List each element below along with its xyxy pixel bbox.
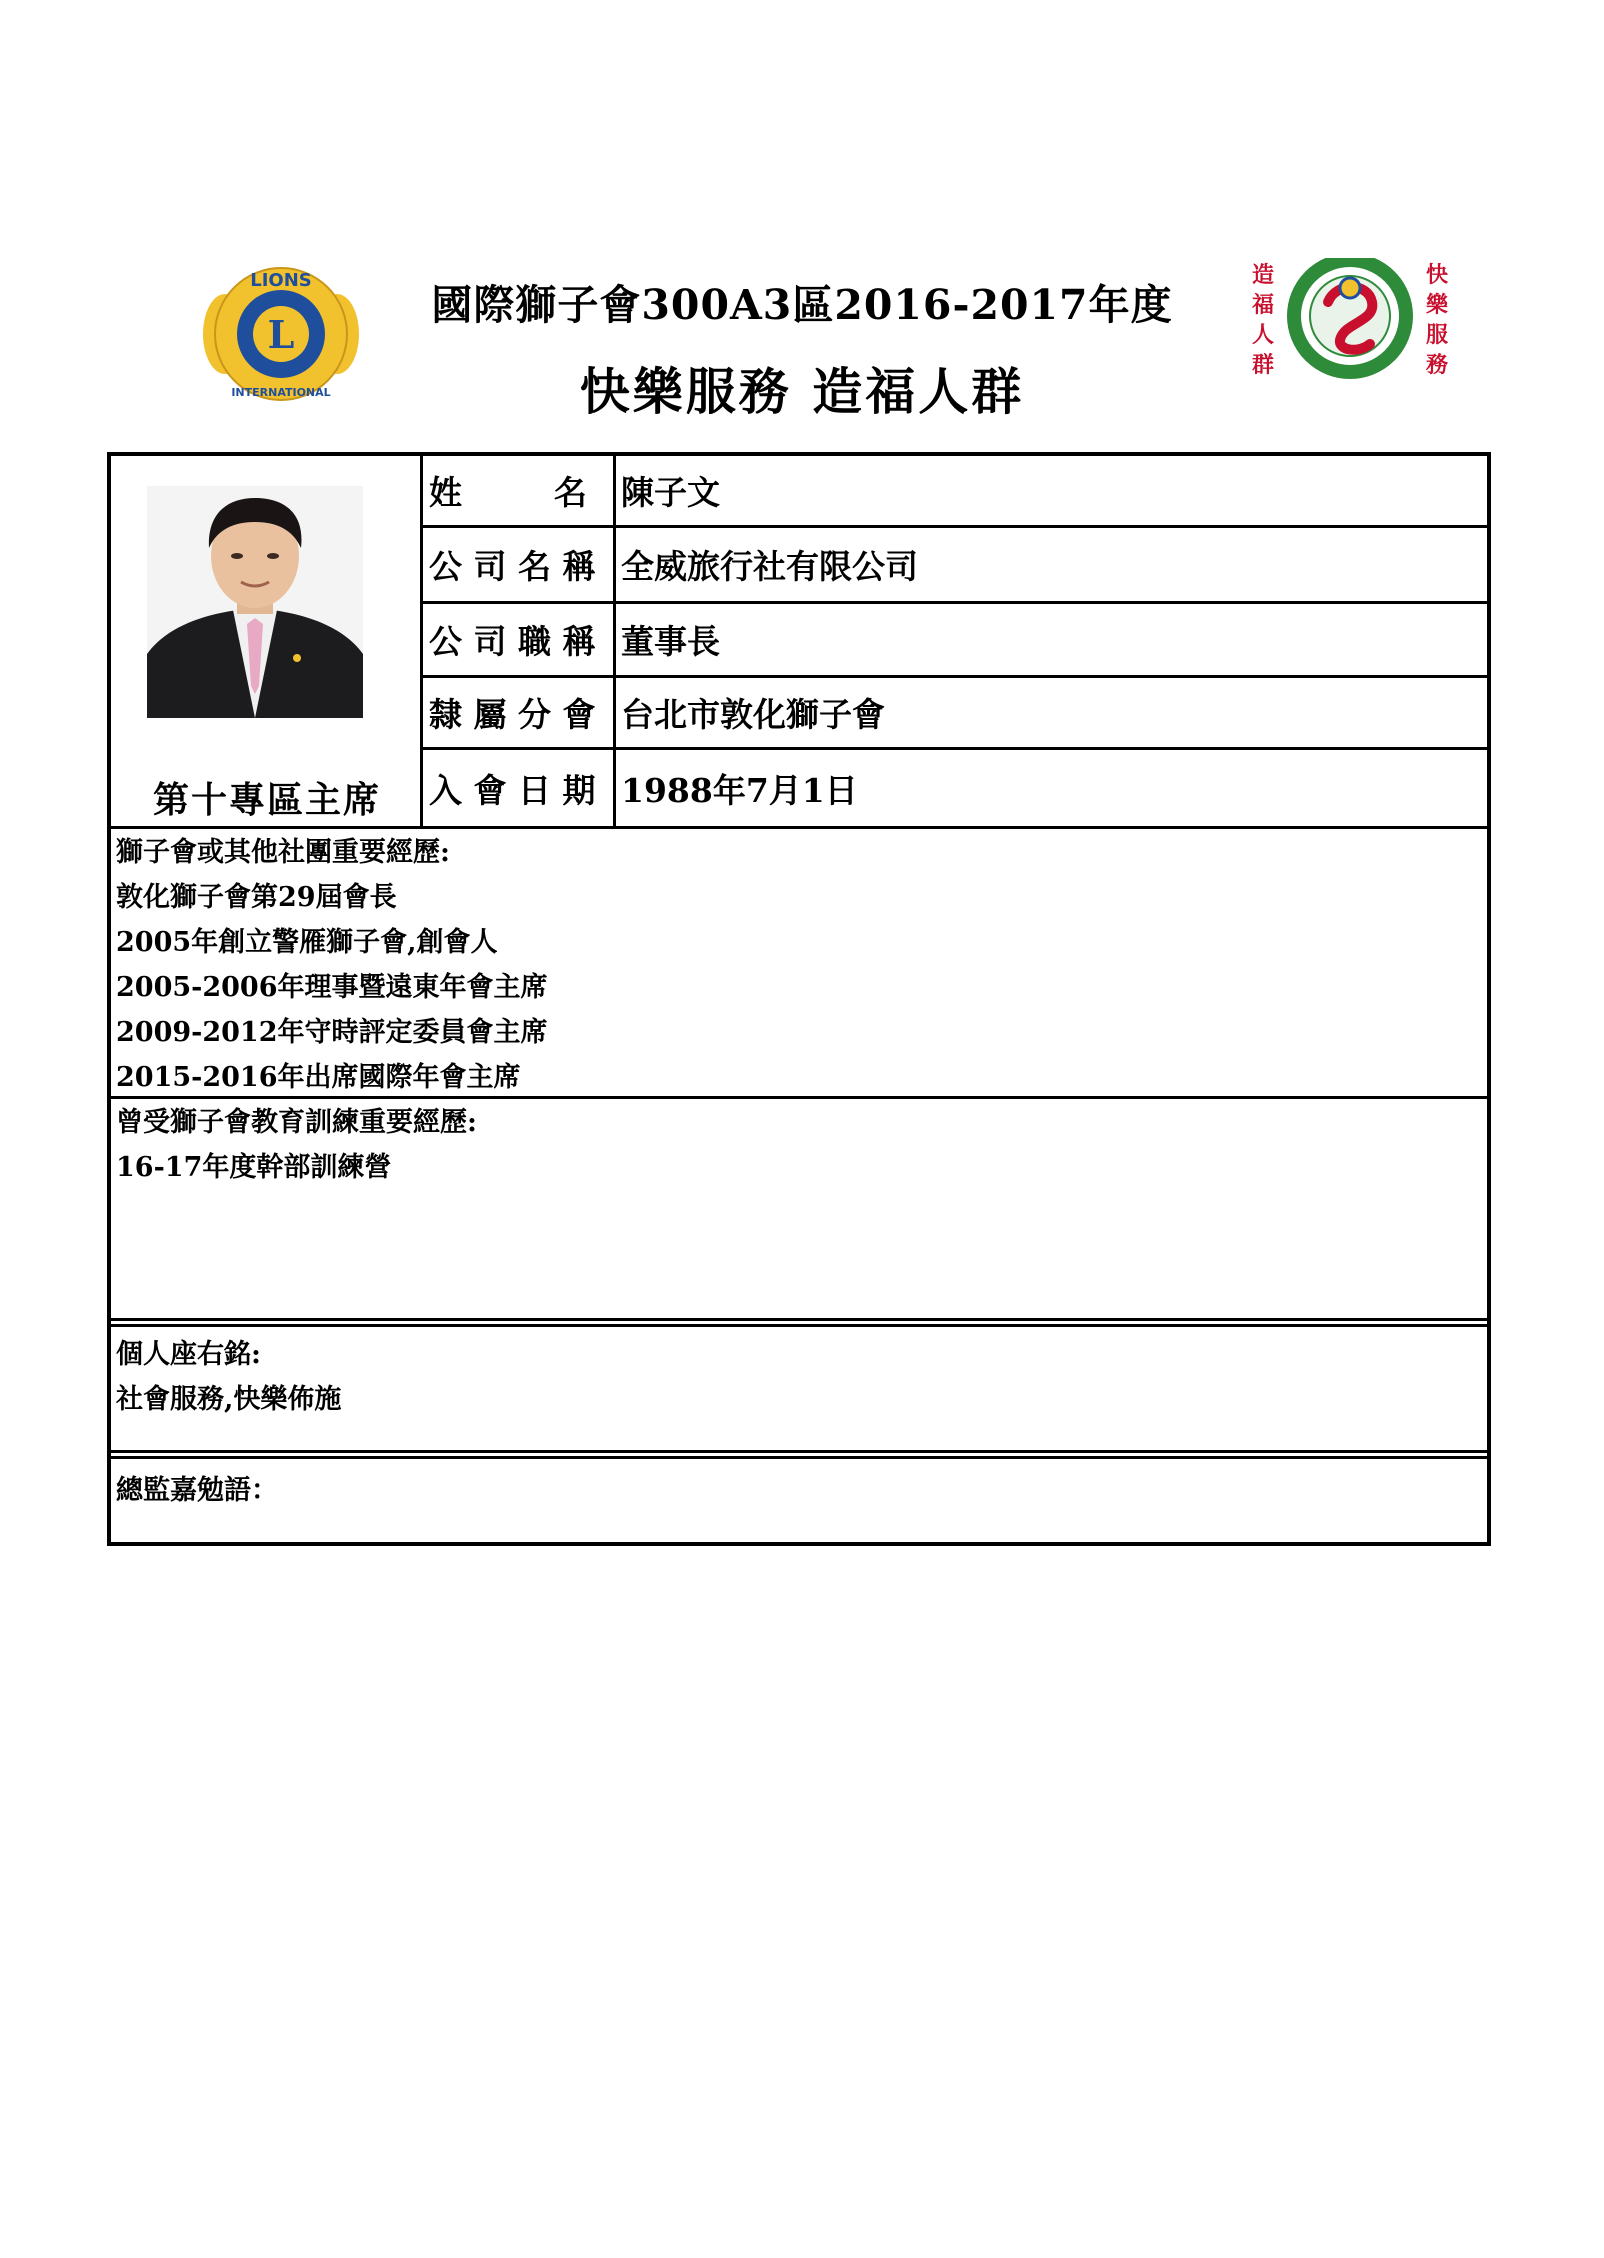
field-value-position: 董事長 (621, 622, 720, 661)
field-row-name (423, 456, 1491, 528)
divider-governor (111, 1450, 1487, 1453)
field-label-join-date: 入 會 日 期 (423, 750, 616, 826)
emblem-right-char-2: 樂 (1426, 292, 1449, 318)
divider-motto (111, 1318, 1487, 1321)
emblem-left-char-3: 人 (1252, 322, 1275, 348)
field-row-position (423, 604, 1491, 678)
experience-item: 2005-2006年理事暨遠東年會主席 (116, 972, 548, 1003)
motto-item: 社會服務,快樂佈施 (116, 1384, 342, 1415)
experience-item: 2009-2012年守時評定委員會主席 (116, 1017, 548, 1048)
experience-item: 2015-2016年出席國際年會主席 (116, 1062, 521, 1093)
training-heading: 曾受獅子會教育訓練重要經歷: (116, 1107, 477, 1138)
experience-heading: 獅子會或其他社團重要經歷: (116, 837, 450, 868)
logo-center-letter: L (267, 312, 295, 357)
section-training (116, 1100, 1476, 1190)
document-title: 國際獅子會300A3區2016-2017年度 (431, 281, 1173, 329)
divider-experience (111, 826, 1487, 829)
experience-item: 敦化獅子會第29屆會長 (116, 882, 397, 913)
motto-heading: 個人座右銘: (116, 1339, 261, 1370)
field-label-company: 公 司 名 稱 (423, 528, 616, 601)
emblem-right-char-1: 快 (1426, 262, 1449, 288)
field-value-company: 全威旅行社有限公司 (621, 547, 918, 586)
member-role: 第十專區主席 (152, 779, 381, 821)
field-row-club (423, 678, 1491, 750)
section-governor (116, 1468, 1476, 1513)
training-item: 16-17年度幹部訓練營 (116, 1152, 392, 1183)
field-label-club: 隸 屬 分 會 (423, 678, 616, 747)
divider-motto-double (111, 1324, 1487, 1327)
district-emblem (1240, 258, 1460, 388)
field-value-name: 陳子文 (621, 473, 720, 512)
logo-top-text: LIONS (250, 270, 312, 291)
photo-cell (111, 456, 423, 826)
divider-governor-double (111, 1456, 1487, 1459)
field-value-join-date: 1988年7月1日 (621, 770, 858, 810)
field-label-name: 姓 名 (423, 456, 616, 525)
emblem-right-char-4: 務 (1426, 352, 1449, 378)
field-row-join-date (423, 750, 1491, 826)
field-value-club: 台北市敦化獅子會 (621, 695, 885, 734)
divider-training (111, 1096, 1487, 1099)
section-experience (116, 830, 1476, 1100)
member-photo (147, 486, 363, 718)
emblem-right-char-3: 服 (1426, 322, 1449, 348)
emblem-left-char-4: 群 (1252, 352, 1275, 378)
section-motto (116, 1332, 1476, 1422)
profile-sheet (107, 452, 1491, 1546)
experience-item: 2005年創立警雁獅子會,創會人 (116, 927, 498, 958)
field-row-company (423, 528, 1491, 604)
emblem-left-char-2: 福 (1252, 292, 1275, 318)
logo-bottom-text: INTERNATIONAL (231, 386, 331, 399)
emblem-left-char-1: 造 (1252, 262, 1275, 288)
document-slogan: 快樂服務 造福人群 (579, 362, 1025, 421)
field-label-position: 公 司 職 稱 (423, 604, 616, 675)
governor-heading: 總監嘉勉語： (116, 1475, 278, 1506)
